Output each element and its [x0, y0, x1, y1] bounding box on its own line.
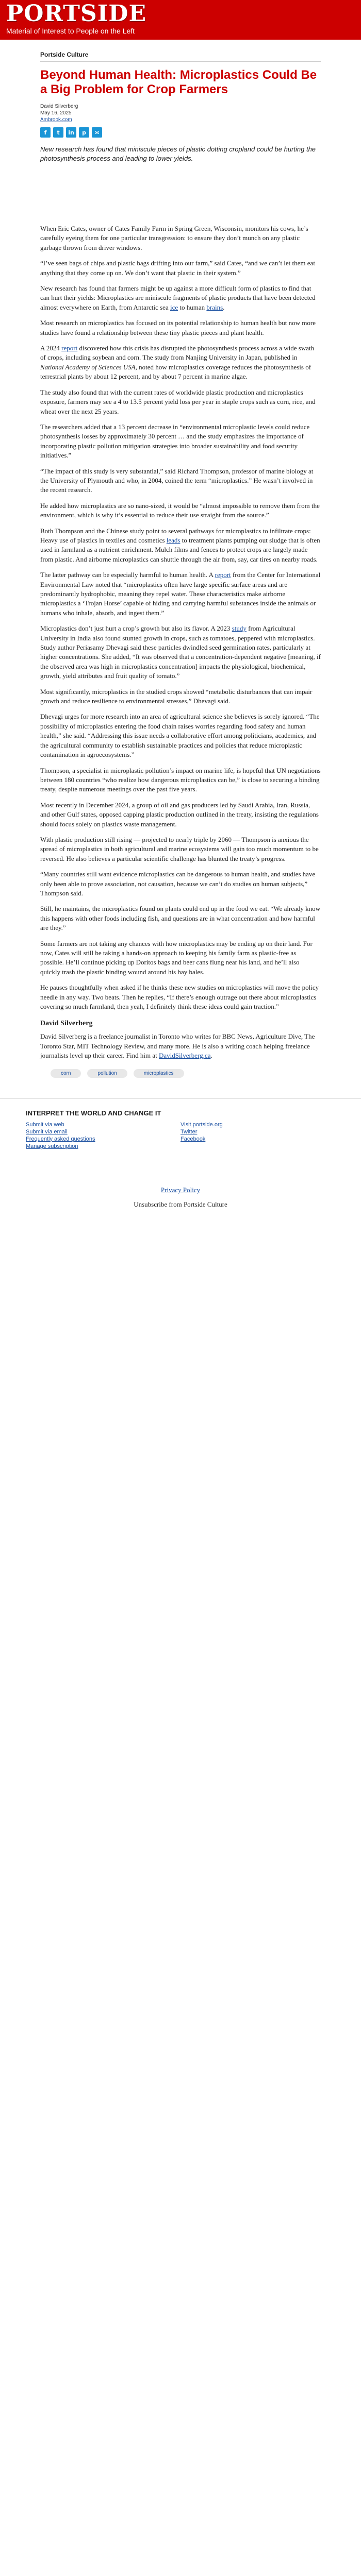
body-paragraph: Most significantly, microplastics in the studied crops showed “metabolic disturbances that can impair growth and reduce resilience to environmental stresses,” Dhevagi said.	[40, 687, 313, 705]
inline-link[interactable]: DavidSilverberg.ca	[158, 1052, 211, 1060]
footer-link-submit-email[interactable]: Submit via email	[26, 1128, 68, 1135]
text-run: to treatment plants pumping out sludge that is often used in farmland as a nutrient enrichment. Mulch films and fences to protect crops are largely made from plastic. And airborne microplastics can shuttle through the air from, say, car tires on nearby roads.	[40, 536, 320, 563]
text-run: New research has found that farmers might be up against a more difficult form of plastics to find that can hurt their yields: Microplastics are miniscule fragments of plastic products that have been detected almost everywhere on Earth, from Antarctic sea	[40, 284, 316, 311]
footer-link-submit-web[interactable]: Submit via web	[26, 1121, 64, 1128]
body-paragraph: Thompson, a specialist in microplastic pollution’s impact on marine life, is hopeful that UN negotiations between 180 countries “who realize how dangerous microplastics can be,” is close to securing a binding treaty, despite numerous meetings over the past five years.	[40, 766, 321, 793]
inline-link[interactable]: study	[232, 624, 247, 633]
section-title: Portside Culture	[40, 51, 321, 62]
inline-link[interactable]: ice	[170, 303, 178, 311]
body-paragraph	[40, 284, 321, 312]
inline-link[interactable]: brains	[206, 303, 223, 311]
body-paragraph: Some farmers are not taking any chances with how microplastics may be ending up on their land. For now, Cates will still be taking a hands-on approach to keeping his family farm as plastic-free as possible. He’ll continue picking up Doritos bags and beer cans flung near his land, and he’ll also quickly trash the plastic binding wound around his hay bales.	[40, 939, 313, 976]
text-run: , noted how microplastics coverage reduces the photosynthesis of terrestrial plants by about 12 percent, and by about 7 percent in marine algae.	[40, 363, 311, 381]
text-run: discovered how this crisis has disrupted the photosynthesis process across a wide swath of crops, including soybean and corn. The study from Nanjing University in Japan, published in	[40, 344, 315, 362]
site-footer	[0, 1098, 361, 1209]
facebook-share-icon[interactable]: f	[40, 127, 51, 138]
footer-link-facebook[interactable]: Facebook	[180, 1136, 206, 1142]
body-paragraph: “I’ve seen bags of chips and plastic bags drifting into our farm,” said Cates, “and we can’t let them eat anything that they come up on. We don’t want that plastic in their system.”	[40, 259, 315, 277]
text-run: to human	[178, 303, 207, 311]
body-paragraph: Still, he maintains, the microplastics found on plants could end up in the food we eat. “We already know this happens with other foods including fish, and questions are in what concentration and how harmful are they.”	[40, 905, 321, 932]
site-header	[0, 0, 361, 40]
body-paragraph: Most research on microplastics has focused on its potential relationship to human health but now more studies have found a relationship between these tiny plastic pieces and plant health.	[40, 319, 316, 336]
author-heading: David Silverberg	[40, 1020, 93, 1028]
site-logo[interactable]: PORTSIDE	[6, 1, 146, 27]
twitter-share-icon[interactable]: t	[53, 127, 63, 138]
unsubscribe-link[interactable]: Unsubscribe from Portside Culture	[134, 1200, 227, 1208]
body-paragraph: He pauses thoughtfully when asked if he thinks these new studies on microplastics will move the policy needle in any way. Two beats. Then he replies, “If there’s enough outrage out there about microplastics covering so much farmland, then yeah, I definitely think these ideas could gain traction.”	[40, 984, 319, 1011]
body-paragraph: The researchers added that a 13 percent decrease in “environmental microplastic levels could reduce photosynthesis losses by approximately 30 percent … and the study emphasizes the importance of incorporating plastic pollution mitigation strategies into broader sustainability and food security initiatives.”	[40, 422, 310, 460]
body-paragraph: Most recently in December 2024, a group of oil and gas producers led by Saudi Arabia, Iran, Russia, and other Gulf states, opposed capping plastic production outlined in the treaty, insisting the regulations should focus solely on plastics waste management.	[40, 801, 319, 828]
text-run: The latter pathway can be especially harmful to human health. A	[40, 571, 215, 579]
article-title[interactable]: Beyond Human Health: Microplastics Could Be a Big Problem for Crop Farmers	[40, 68, 317, 96]
pinterest-share-icon[interactable]: p	[79, 127, 89, 138]
tag-pollution[interactable]: pollution	[87, 1069, 127, 1078]
text-run: A 2024	[40, 344, 62, 352]
footer-right-links	[180, 1121, 335, 1150]
body-paragraph	[40, 344, 321, 382]
article-dek: New research has found that miniscule pieces of plastic dotting cropland could be hurting the photosynthesis process and leading to lower yields.	[40, 145, 316, 162]
inline-link[interactable]: report	[61, 344, 78, 352]
footer-heading: INTERPRET THE WORLD AND CHANGE IT	[26, 1109, 161, 1117]
text-run: from the Center for International Environmental Law noted that “microplastics often have large specific surface areas and are predominantly hydrophobic, meaning they repel water. These characteristics make airborne microplastics a ‘Trojan Horse’ capable of hiding and carrying harmful substances inside the animals or humans who inhale, absorb, and ingest them.”	[40, 571, 321, 617]
author-bio	[40, 1032, 321, 1060]
tag-list	[51, 1069, 321, 1078]
body-paragraph: When Eric Cates, owner of Cates Family Farm in Spring Green, Wisconsin, monitors his cows, he’s carefully eyeing them for one particular transgression: to ensure they don’t munch on any plastic garbage thrown from driver windows.	[40, 225, 308, 251]
body-paragraph	[40, 570, 321, 618]
article-author: David Silverberg	[40, 104, 78, 109]
inline-link[interactable]: leads	[166, 536, 180, 544]
tag-corn[interactable]: corn	[51, 1069, 81, 1078]
privacy-policy-link[interactable]: Privacy Policy	[160, 1185, 201, 1194]
text-run: David Silverberg is a freelance journalist in Toronto who writes for BBC News, Agriculture Dive, The Toronto Star, MIT Technology Review, and many more. He is also a writing coach helping freelance journalists level up their career. Find him at	[40, 1032, 315, 1060]
body-paragraph: The study also found that with the current rates of worldwide plastic production and microplastics exposure, farmers may see a 4 to 13.5 percent yield loss per year in staple crops such as corn, rice, and wheat over the next 25 years.	[40, 388, 316, 415]
text-run: .	[210, 1052, 212, 1060]
footer-link-twitter[interactable]: Twitter	[180, 1128, 198, 1135]
body-paragraph: “The impact of this study is very substantial,” said Richard Thompson, professor of marine biology at the University of Plymouth and who, in 2004, coined the term “microplastics.” He wasn’t involved in the recent research.	[40, 467, 314, 494]
site-tagline: Material of Interest to People on the Left	[6, 27, 135, 35]
text-run: .	[223, 303, 225, 311]
text-run: Both Thompson and the Chinese study point to several pathways for microplastics to infiltrate crops: Heavy use of plastics in textiles and cosmetics	[40, 527, 311, 544]
footer-link-manage-subscription[interactable]: Manage subscription	[26, 1143, 78, 1149]
linkedin-share-icon[interactable]: in	[66, 127, 76, 138]
inline-link[interactable]: report	[215, 571, 231, 579]
article-meta	[40, 103, 321, 123]
footer-link-visit-portside[interactable]: Visit portside.org	[180, 1121, 223, 1128]
article-date: May 16, 2025	[40, 110, 72, 116]
article-body	[40, 224, 321, 1011]
article-container	[40, 40, 321, 1078]
share-bar	[40, 127, 321, 138]
body-paragraph	[40, 624, 321, 681]
body-paragraph: With plastic production still rising — projected to nearly triple by 2060 — Thompson is anxious the spread of microplastics in both agricultural and marine ecosystems will gain too much momentum to be reversed. He also believes a particular scientific challenge has blunted the treaty’s progress.	[40, 835, 319, 862]
email-share-icon[interactable]: ✉	[92, 127, 102, 138]
footer-left-links	[26, 1121, 180, 1150]
inline-emphasis: National Academy of Sciences USA	[40, 363, 136, 371]
body-paragraph: “Many countries still want evidence microplastics can be dangerous to human health, and studies have only been able to prove association, not causation, because we can’t do studies on human subjects,” Thompson said.	[40, 870, 316, 897]
tag-microplastics[interactable]: microplastics	[134, 1069, 184, 1078]
text-run: Microplastics don’t just hurt a crop’s growth but also its flavor. A 2023	[40, 624, 232, 633]
body-paragraph	[40, 527, 321, 565]
text-run: from Agricultural University in India also found stunted growth in crops, such as tomatoes, peppered with microplastics. Study author Periasamy Dhevagi said these particles dwindled seed germination rates, particularly at higher concentrations. She added, “It was observed that a concentration-dependent negative [meaning, if the observed area was high in microplastics concentration] impacts the physiological, biochemical, growth, yield attributes and fruit quality of tomato.”	[40, 624, 321, 680]
footer-link-faq[interactable]: Frequently asked questions	[26, 1136, 95, 1142]
body-paragraph: Dhevagi urges for more research into an area of agricultural science she believes is sorely ignored. “The possibility of microplastics entering the food chain raises worries regarding food safety and human health,” she said. “Addressing this issue needs a collaborative effort among politicians, academics, and the agricultural community to establish sustainable practices and policies that reduce microplastic contamination in agroecosystems.”	[40, 713, 320, 759]
article-source-link[interactable]: Ambrook.com	[40, 117, 72, 123]
body-paragraph: He added how microplastics are so nano-sized, it would be “almost impossible to remove them from the environment, which is why it’s essential to reduce their use straight from the source.”	[40, 501, 320, 519]
